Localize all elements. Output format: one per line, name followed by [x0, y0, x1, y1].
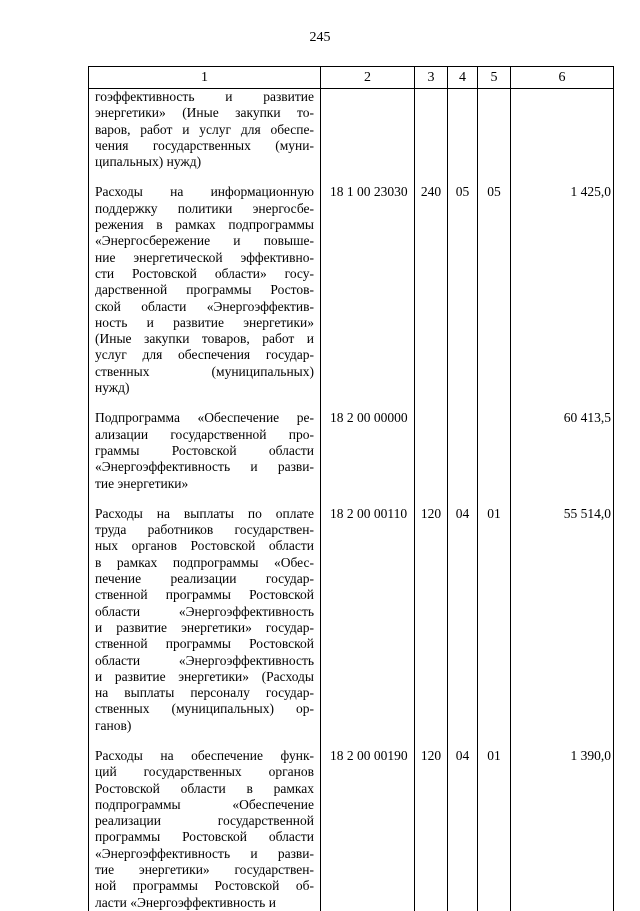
spacer-cell [448, 396, 478, 410]
description-line: чения государственных (муни- [95, 137, 314, 153]
description-line: Ростовской области в рамках [95, 780, 314, 796]
description-line: энергетики» (Иные закупки то- [95, 105, 314, 121]
description-line: Расходы на обеспечение функ- [95, 747, 314, 763]
section-cell [448, 410, 478, 491]
row-description [89, 184, 321, 396]
column-header-4: 4 [448, 67, 478, 89]
section-cell: 04 [448, 506, 478, 734]
description-line: ципальных) нужд) [95, 154, 202, 170]
spacer-cell [448, 492, 478, 506]
row-spacer [89, 734, 614, 748]
column-header-3: 3 [415, 67, 448, 89]
target-code-cell: 18 2 00 00110 [321, 506, 415, 734]
spacer-cell [511, 492, 614, 506]
spacer-cell [89, 734, 321, 748]
target-code-cell: 18 1 00 23030 [321, 184, 415, 396]
row-description [89, 506, 321, 734]
row-spacer [89, 396, 614, 410]
spacer-cell [448, 734, 478, 748]
table-row [89, 410, 614, 491]
description-line: области «Энергоэффективность [95, 603, 314, 619]
description-line: области «Энергоэффективность [95, 652, 314, 668]
column-header-6: 6 [511, 67, 614, 89]
page-number: 245 [309, 30, 331, 45]
spacer-cell [478, 734, 511, 748]
spacer-cell [415, 492, 448, 506]
description-line: ской области «Энергоэффектив- [95, 298, 314, 314]
row-description [89, 410, 321, 491]
expense-type-cell: 120 [415, 506, 448, 734]
subsection-cell [478, 89, 511, 171]
spacer-cell [89, 396, 321, 410]
description-line: граммы Ростовской области [95, 442, 314, 458]
description-line: ственной программы Ростовской [95, 636, 314, 652]
spacer-cell [415, 170, 448, 184]
description-line: «Энергоэффективность и разви- [95, 845, 314, 861]
description-line: ственных (муниципальных) [95, 363, 314, 379]
description-line: варов, работ и услуг для обеспе- [95, 121, 314, 137]
amount-cell [511, 89, 614, 171]
spacer-cell [511, 170, 614, 184]
amount-cell: 60 413,5 [511, 410, 614, 491]
description-line: Расходы на информационную [95, 184, 314, 200]
spacer-cell [89, 492, 321, 506]
description-line: гоэффективность и развитие [95, 89, 314, 104]
description-line: реализации государственной [95, 813, 314, 829]
description-line: (Иные закупки товаров, работ и [95, 331, 314, 347]
row-description [89, 89, 321, 171]
subsection-cell: 01 [478, 506, 511, 734]
description-line: ализации государственной про- [95, 426, 314, 442]
spacer-cell [511, 396, 614, 410]
amount-cell: 1 390,0 [511, 748, 614, 911]
subsection-cell: 01 [478, 748, 511, 911]
expense-type-cell [415, 410, 448, 491]
subsection-cell: 05 [478, 184, 511, 396]
target-code-cell: 18 2 00 00190 [321, 748, 415, 911]
description-line: ций государственных органов [95, 764, 314, 780]
description-line: ганов) [95, 717, 132, 733]
description-line: в рамках подпрограммы «Обес- [95, 554, 314, 570]
budget-table [88, 66, 614, 911]
amount-cell: 55 514,0 [511, 506, 614, 734]
column-header-1: 1 [89, 67, 321, 89]
description-line: Расходы на выплаты по оплате [95, 505, 314, 521]
table-row [89, 506, 614, 734]
description-line: на выплаты персоналу государ- [95, 685, 314, 701]
description-line: ласти «Энергоэффективность и [95, 894, 276, 910]
description-line: печение реализации государ- [95, 571, 314, 587]
expense-type-cell: 120 [415, 748, 448, 911]
spacer-cell [415, 734, 448, 748]
expense-type-cell: 240 [415, 184, 448, 396]
table-row [89, 184, 614, 396]
column-header-5: 5 [478, 67, 511, 89]
description-line: труда работников государствен- [95, 522, 314, 538]
spacer-cell [321, 492, 415, 506]
description-line: ние энергетической эффективно- [95, 249, 314, 265]
description-line: дарственной программы Ростов- [95, 282, 314, 298]
spacer-cell [448, 170, 478, 184]
table-header-row [89, 67, 614, 89]
section-cell: 04 [448, 748, 478, 911]
description-line: и развитие энергетики» (Расходы [95, 668, 314, 684]
subsection-cell [478, 410, 511, 491]
spacer-cell [321, 396, 415, 410]
description-line: ных органов Ростовской области [95, 538, 314, 554]
row-spacer [89, 170, 614, 184]
row-spacer [89, 492, 614, 506]
description-line: ность и развитие энергетики» [95, 314, 314, 330]
description-line: «Энергоэффективность и разви- [95, 459, 314, 475]
section-cell [448, 89, 478, 171]
description-line: режения в рамках подпрограммы [95, 217, 314, 233]
description-line: подпрограммы «Обеспечение [95, 796, 314, 812]
spacer-cell [89, 170, 321, 184]
column-header-2: 2 [321, 67, 415, 89]
amount-cell: 1 425,0 [511, 184, 614, 396]
description-line: ственных (муниципальных) ор- [95, 701, 314, 717]
spacer-cell [478, 492, 511, 506]
description-line: нужд) [95, 380, 130, 396]
spacer-cell [511, 734, 614, 748]
spacer-cell [478, 396, 511, 410]
description-line: «Энергосбережение и повыше- [95, 233, 314, 249]
description-line: Подпрограмма «Обеспечение ре- [95, 410, 314, 426]
table-row [89, 748, 614, 911]
description-line: сти Ростовской области» госу- [95, 265, 314, 281]
description-line: и развитие энергетики» государ- [95, 619, 314, 635]
description-line: тие энергетики» [95, 475, 189, 491]
section-cell: 05 [448, 184, 478, 396]
expense-type-cell [415, 89, 448, 171]
description-line: программы Ростовской области [95, 829, 314, 845]
table-row [89, 89, 614, 171]
spacer-cell [415, 396, 448, 410]
spacer-cell [478, 170, 511, 184]
row-description [89, 748, 321, 911]
target-code-cell: 18 2 00 00000 [321, 410, 415, 491]
spacer-cell [321, 734, 415, 748]
description-line: услуг для обеспечения государ- [95, 347, 314, 363]
spacer-cell [321, 170, 415, 184]
description-line: ственной программы Ростовской [95, 587, 314, 603]
target-code-cell [321, 89, 415, 171]
description-line: тие энергетики» государствен- [95, 862, 314, 878]
table-body [89, 89, 614, 911]
description-line: поддержку политики энергосбе- [95, 200, 314, 216]
description-line: ной программы Ростовской об- [95, 878, 314, 894]
